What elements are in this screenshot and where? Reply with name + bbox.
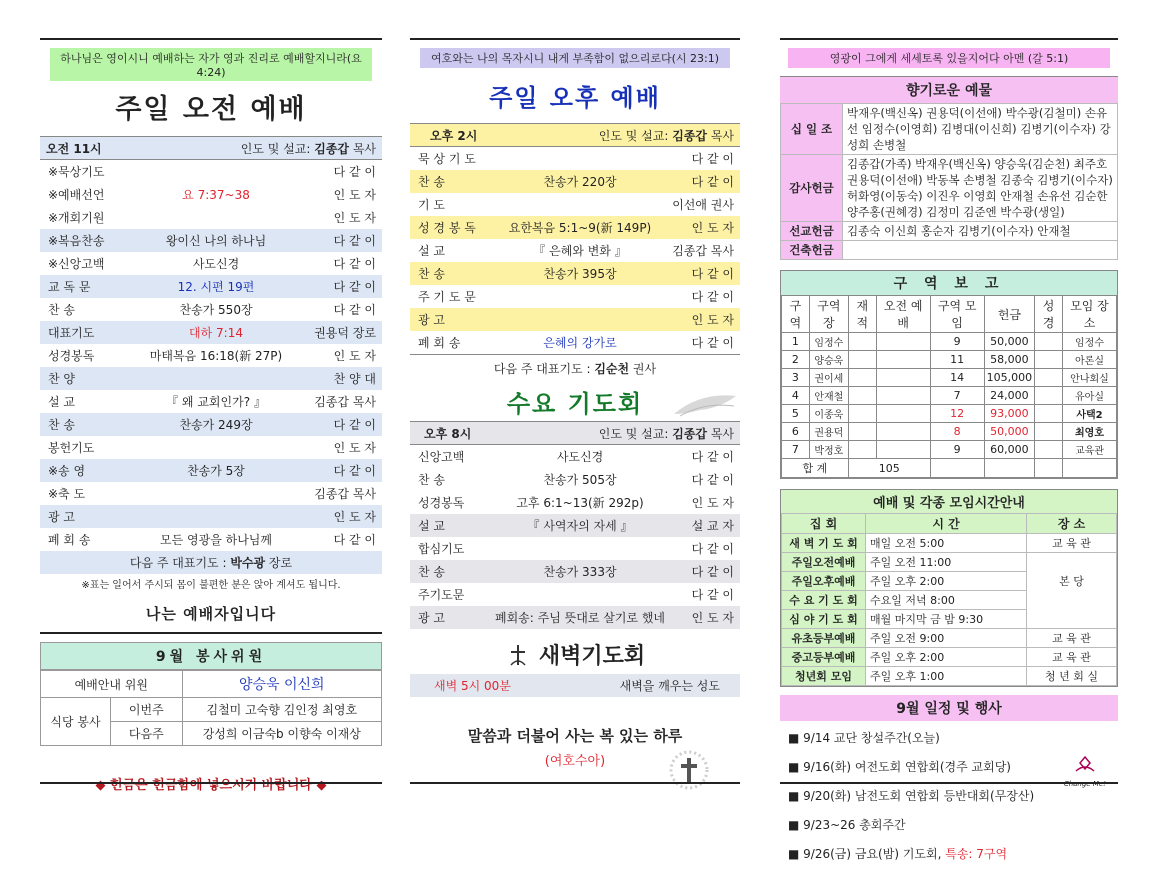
item-label: 찬 송 [418,473,445,487]
district-row: 5 이종욱 12 93,000 사택2 [782,405,1117,423]
item-label: 찬 송 [418,175,445,189]
service-row [40,505,382,528]
church-logo-icon [1072,755,1098,777]
item-content: 찬송가 550장 [179,303,253,317]
item-label: 기 도 [418,198,445,212]
item-leader: 김종갑 목사 [672,244,734,258]
service-row [40,183,382,206]
item-label: 찬 송 [48,418,75,432]
blessing-text: 말씀과 더불어 사는 복 있는 하루 [467,727,683,745]
item-leader: 다 같 이 [691,152,734,166]
service-row [40,298,382,321]
item-content: 요 7:37~38 [182,188,250,202]
item-label: ※송 영 [48,464,86,478]
item-leader: 인 도 자 [691,221,734,235]
item-leader: 인 도 자 [333,510,376,524]
service-row [410,560,740,583]
service-row [40,160,382,183]
cross-wreath-icon [654,746,724,792]
service-row [410,147,740,170]
item-leader: 다 같 이 [333,303,376,317]
afternoon-next-prayer: 다음 주 대표기도 : 김순천 권사 [410,354,740,382]
item-content: 폐회송: 주님 뜻대로 살기로 했네 [495,611,665,625]
item-leader: 다 같 이 [691,336,734,350]
item-label: 찬 송 [418,267,445,281]
district-total-row: 합 계 105 [782,459,1117,478]
item-content: 찬송가 505장 [543,473,617,487]
offering-row: 십 일 조 박재우(백신옥) 권용덕(이선애) 박수광(김철미) 손유선 임정수(이영희) 김병대(이신희) 김병기(이수자) 강성희 손병철 [781,104,1118,155]
item-leader: 김종갑 목사 [314,487,376,501]
item-content: 사도신경 [192,257,240,271]
item-label: 찬 송 [418,565,445,579]
wednesday-title: 수요 기도회 [506,390,644,418]
afternoon-title: 주일 오후 예배 [489,84,661,112]
item-leader: 인 도 자 [333,211,376,225]
item-content: 『 사역자의 자세 』 [527,519,633,533]
item-label: 폐 회 송 [418,336,461,350]
item-content: 12. 시편 19편 [177,280,255,294]
service-row [40,321,382,344]
item-label: 합심기도 [418,542,465,556]
next-prayer: 다음 주 대표기도 : 박수광 장로 [40,551,382,574]
meeting-time-row: 주일오전예배 주일 오전 11:00 [782,553,1117,572]
district-title: 구 역 보 고 [781,271,1117,295]
item-label: 신앙고백 [418,450,465,464]
item-content: 왕이신 나의 하나님 [165,234,267,248]
service-row [40,367,382,390]
times-title: 예배 및 각종 모임시간안내 [781,490,1117,513]
volunteers-section [40,642,382,746]
schedule-item: ■ 9/16(화) 여전도회 연합회(경주 교회당) [788,760,1011,774]
times-table: 집 회 시 간 장 소 새 벽 기 도 회 매일 오전 5:00 교 육 관 주일오전예배 주일 오전 11:00 주일오후예배 주일 오후 2:00 본 당 수 요 기 도 회 수요일 저녁 8:00 심 야 기 도 회 매월 마지막 금 밤 9:30 유초등부예배 주일 오전 9:00 교 육 관 중고등부예배 주일 오후 2:00 교 육 관 청년회 모임 주일 오후 1:00 청 년 회 실 [781,513,1117,686]
item-label: 주기도문 [418,588,465,602]
item-content: 마태복음 16:18(新 27P) [149,349,283,363]
item-label: 설 교 [418,244,445,258]
service-row [40,482,382,505]
item-content: 찬송가 220장 [543,175,617,189]
item-content: 『 왜 교회인가? 』 [166,395,266,409]
offerings-table [780,103,1118,260]
item-leader: 다 같 이 [691,542,734,556]
logo-text: Change Me! [1063,780,1106,788]
item-leader: 인 도 자 [691,313,734,327]
item-label: 봉헌기도 [48,441,95,455]
service-row [40,229,382,252]
item-content: 요한복음 5:1~9(新 149P) [508,221,652,235]
item-content: 찬송가 249장 [179,418,253,432]
item-label: 묵 상 기 도 [418,152,476,166]
item-leader: 김종갑 목사 [314,395,376,409]
item-leader: 다 같 이 [691,290,734,304]
item-label: 대표기도 [48,326,95,340]
service-row [40,459,382,482]
item-leader: 인 도 자 [333,188,376,202]
service-row [410,193,740,216]
offering-row: 선교헌금 김종숙 이신희 홍순자 김병기(이수자) 안재철 [781,222,1118,241]
service-header: 오전 11시 인도 및 설교: 김종갑 목사 [40,136,382,160]
reports-column [780,38,1118,874]
dawn-title: 새벽기도회 [538,644,646,669]
item-content: 찬송가 5장 [187,464,245,478]
service-row [40,390,382,413]
slogan: 나는 예배자입니다 [145,605,277,623]
item-label: ※축 도 [48,487,86,501]
item-leader: 찬 양 대 [333,372,376,386]
district-row: 1 임정수 9 50,000 임정수 [782,333,1117,351]
schedule-title: 9월 일정 및 행사 [780,695,1118,721]
service-row [410,331,740,354]
schedule-list [780,729,1118,862]
item-label: 주 기 도 문 [418,290,476,304]
item-label: 설 교 [48,395,75,409]
verse-banner: 여호와는 나의 목자시니 내게 부족함이 없으리로다(시 23:1) [420,48,730,68]
service-row [40,344,382,367]
item-label: 폐 회 송 [48,533,91,547]
item-content: 대하 7:14 [189,326,243,340]
meeting-time-row: 청년회 모임 주일 오후 1:00 청 년 회 실 [782,667,1117,686]
item-content: 사도신경 [556,450,604,464]
service-row [410,239,740,262]
blessing-source: (여호수아) [544,754,606,769]
item-leader: 설 교 자 [691,519,734,533]
item-label: 교 독 문 [48,280,91,294]
meeting-time-row: 주일오후예배 주일 오후 2:00 본 당 [782,572,1117,591]
item-content: 모든 영광을 하나님께 [160,533,272,547]
item-label: ※복음찬송 [48,234,105,248]
service-row [410,468,740,491]
meeting-time-row: 중고등부예배 주일 오후 2:00 교 육 관 [782,648,1117,667]
item-label: 성경봉독 [48,349,95,363]
item-leader: 다 같 이 [333,533,376,547]
item-leader: 권용덕 장로 [314,326,376,340]
service-row [40,528,382,551]
volunteers-title: 9월 봉사위원 [40,642,382,670]
afternoon-header: 오후 2시 인도 및 설교: 김종갑 목사 [410,123,740,147]
item-leader: 이선애 권사 [672,198,734,212]
schedule-item: ■ 9/26(금) 금요(밤) 기도회, 특송: 7구역 [788,847,1008,861]
item-leader: 다 같 이 [333,464,376,478]
item-label: 광 고 [418,313,445,327]
item-leader: 인 도 자 [691,611,734,625]
item-leader: 다 같 이 [691,267,734,281]
district-row: 2 양승욱 11 58,000 아론실 [782,351,1117,369]
item-leader: 다 같 이 [333,418,376,432]
praying-hands-icon [670,388,740,420]
item-leader: 다 같 이 [691,175,734,189]
meeting-time-row: 수 요 기 도 회 수요일 저녁 8:00 [782,591,1117,610]
service-row [40,413,382,436]
item-leader: 다 같 이 [691,588,734,602]
pastor-name: 김종갑 [314,141,349,156]
item-leader: 다 같 이 [333,234,376,248]
morning-service-column [40,38,382,793]
item-label: 찬 양 [48,372,75,386]
item-label: ※개회기원 [48,211,105,225]
item-label: 찬 송 [48,303,75,317]
afternoon-order [410,147,740,354]
item-content: 찬송가 395장 [543,267,617,281]
item-leader: 다 같 이 [333,280,376,294]
meeting-time-row: 새 벽 기 도 회 매일 오전 5:00 교 육 관 [782,534,1117,553]
district-row: 4 안재철 7 24,000 유아실 [782,387,1117,405]
item-label: ※예배선언 [48,188,105,202]
service-row [40,275,382,298]
item-content: 고후 6:1~13(新 292p) [516,496,644,510]
service-row [410,216,740,239]
offerings-title: 향기로운 예물 [780,76,1118,103]
item-leader: 인 도 자 [333,349,376,363]
service-row [410,262,740,285]
meeting-time-row: 유초등부예배 주일 오전 9:00 교 육 관 [782,629,1117,648]
service-time: 오전 11시 [46,141,102,156]
offering-row: 감사헌금 김종갑(가족) 박재우(백신옥) 양승욱(김순천) 최주호 권용덕(이선애) 박동복 손병철 김종숙 김병기(이수자) 허화영(이동숙) 이진우 이영희 안재철 손유선 김순한 양주홍(권혜경) 김정미 김준엔 박수광(생일) [781,155,1118,222]
item-label: 성 경 봉 독 [418,221,476,235]
volunteers-table: 예배안내 위원 양승욱 이신희 식당 봉사 이번주 김철미 고숙향 김인정 최영호 다음주 강성희 이금숙b 이향숙 이재상 [40,670,382,746]
item-content: 『 은혜와 변화 』 [533,244,627,258]
district-table: 구역 구역장 재적 오전 예배 구역 모임 헌금 성경 모임 장소 1 임정수 9 50,000 임정수 2 양승욱 11 58,000 아론실 3 권이세 14 105,000 안나회실 4 안재철 7 24,000 유아실 5 이종욱 12 93,000 사택2 6 권용덕 8 50,000 최영호 7 박정호 9 60,000 교육관 합 계 105 [781,295,1117,478]
service-row [410,445,740,468]
item-leader: 다 같 이 [333,257,376,271]
item-leader: 인 도 자 [333,441,376,455]
item-content: 은혜의 강가로 [543,336,617,350]
schedule-item: ■ 9/14 교단 창설주간(오늘) [788,731,940,745]
offering-announcement: ◆ 헌금은 헌금함에 넣으시기 바랍니다 ◆ [95,778,327,793]
wednesday-header: 오후 8시 인도 및 설교: 김종갑 목사 [410,421,740,445]
schedule-item: ■ 9/23~26 총회주간 [788,818,906,832]
offering-row: 건축헌금 [781,241,1118,260]
district-row: 3 권이세 14 105,000 안나회실 [782,369,1117,387]
item-leader: 다 같 이 [691,473,734,487]
schedule-item: ■ 9/20(화) 남전도회 연합회 등반대회(무장산) [788,789,1035,803]
dawn-info: 새벽 5시 00분 새벽을 깨우는 성도 [410,674,740,697]
page-title: 주일 오전 예배 [115,94,307,125]
item-label: 광 고 [48,510,75,524]
service-row [410,606,740,629]
item-label: ※신앙고백 [48,257,105,271]
service-row [410,285,740,308]
verse-banner: 영광이 그에게 세세토록 있을지어다 아멘 (갈 5:1) [788,48,1110,68]
item-label: 성경봉독 [418,496,465,510]
item-label: 설 교 [418,519,445,533]
afternoon-service-column [410,38,740,769]
item-leader: 다 같 이 [333,165,376,179]
wednesday-order [410,445,740,629]
item-content: 찬송가 333장 [543,565,617,579]
service-row [40,252,382,275]
district-row: 6 권용덕 8 50,000 최영호 [782,423,1117,441]
item-leader: 다 같 이 [691,450,734,464]
item-label: 광 고 [418,611,445,625]
standing-note: ※표는 일어서 주시되 몸이 불편한 분은 앉아 계셔도 됩니다. [81,580,341,591]
district-row: 7 박정호 9 60,000 교육관 [782,441,1117,459]
service-row [410,537,740,560]
meeting-time-row: 심 야 기 도 회 매월 마지막 금 밤 9:30 [782,610,1117,629]
service-row [40,436,382,459]
item-leader: 인 도 자 [691,496,734,510]
verse-banner: 하나님은 영이시니 예배하는 자가 영과 진리로 예배할지니라(요4:24) [50,48,372,81]
cross-icon [505,642,531,668]
service-row [410,308,740,331]
service-row [40,206,382,229]
order-of-service [40,160,382,551]
service-row [410,583,740,606]
service-row [410,514,740,537]
service-row [410,491,740,514]
service-row [410,170,740,193]
item-label: ※묵상기도 [48,165,105,179]
item-leader: 다 같 이 [691,565,734,579]
